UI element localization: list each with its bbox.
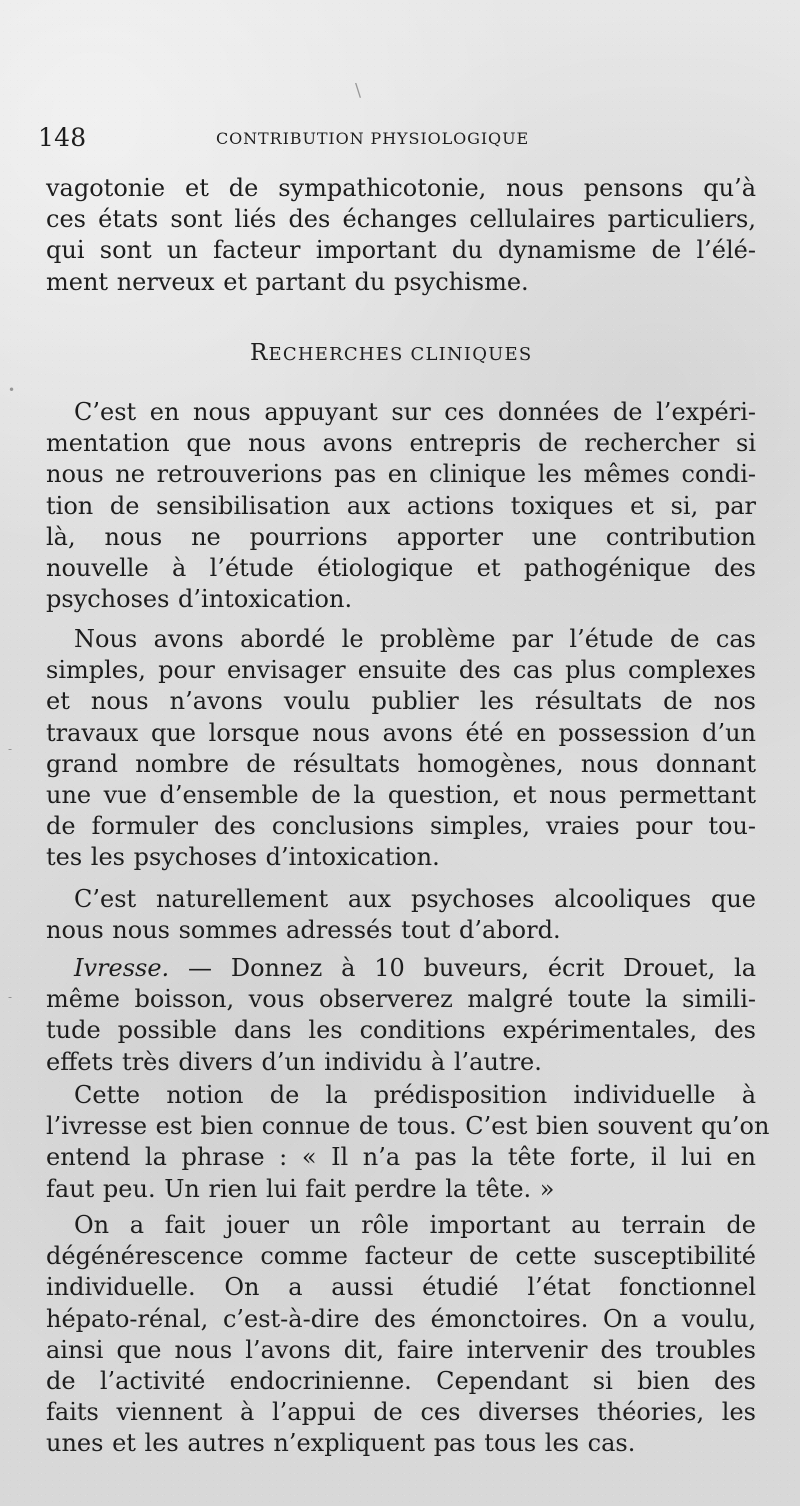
text-line: simples, pour envisager ensuite des cas plus complexes <box>46 656 756 685</box>
text-line: C’est en nous appuyant sur ces données de l’expéri- <box>74 398 756 426</box>
text-line: mentation que nous avons entrepris de rechercher si <box>46 429 756 458</box>
text-line: Cette notion de la prédisposition individuelle à <box>74 1081 756 1109</box>
text-line: nouvelle à l’étude étiologique et pathogénique des <box>46 553 756 582</box>
text-line: nous ne retrouverions pas en clinique les mêmes condi- <box>46 460 756 489</box>
running-title: CONTRIBUTION PHYSIOLOGIQUE <box>216 129 530 148</box>
text-line: hépato-rénal, c’est-à-dire des émonctoires. On a voulu, <box>46 1304 756 1333</box>
margin-dash: - <box>8 742 13 756</box>
text-line: psychoses d’intoxication. <box>46 585 353 614</box>
text-line: individuelle. On a aussi étudié l’état fonctionnel <box>46 1273 756 1302</box>
text-line: Nous avons abordé le problème par l’étude de cas <box>74 625 756 653</box>
text-line: faits viennent à l’appui de ces diverses théories, les <box>46 1398 756 1427</box>
text-line: de l’activité endocrinienne. Cependant si bien des <box>46 1366 756 1395</box>
section-heading-capital: R <box>250 340 269 366</box>
running-head <box>38 123 762 159</box>
text-line: vagotonie et de sympathicotonie, nous pensons qu’à <box>46 174 756 202</box>
text-line: On a fait jouer un rôle important au terrain de <box>74 1211 756 1239</box>
text-line: ment nerveux et partant du psychisme. <box>46 267 529 296</box>
text-span: — Donnez à 10 buveurs, écrit Drouet, la <box>169 954 756 982</box>
text-line: faut peu. Un rien lui fait perdre la tête. » <box>46 1174 555 1203</box>
text-line: tion de sensibilisation aux actions toxiques et si, par <box>46 491 756 520</box>
text-line: tes les psychoses d’intoxication. <box>46 843 440 872</box>
paragraph-3 <box>46 884 756 946</box>
paragraph-6 <box>46 1210 756 1460</box>
text-line: travaux que lorsque nous avons été en possession d’un <box>46 718 756 747</box>
paragraph-5 <box>46 1080 770 1205</box>
text-line: dégénérescence comme facteur de cette susceptibilité <box>46 1242 756 1271</box>
text-line: une vue d’ensemble de la question, et nous permettant <box>46 780 756 809</box>
section-heading <box>250 340 532 366</box>
text-line: ces états sont liés des échanges cellulaires particuliers, <box>46 205 756 234</box>
paragraph-1 <box>46 397 756 615</box>
text-line: entend la phrase : « Il n’a pas la tête forte, il lui en <box>46 1143 756 1172</box>
margin-dot: • <box>8 383 16 397</box>
text-line: unes et les autres n’expliquent pas tous les cas. <box>46 1429 636 1458</box>
text-line: nous nous sommes adressés tout d’abord. <box>46 916 561 945</box>
page-number: 148 <box>38 123 87 152</box>
paper-mark: \ <box>355 80 362 101</box>
text-line: grand nombre de résultats homogènes, nous donnant <box>46 749 756 778</box>
section-heading-rest: ECHERCHES CLINIQUES <box>268 344 533 365</box>
text-line <box>46 953 756 984</box>
text-line: C’est naturellement aux psychoses alcooliques que <box>74 885 756 913</box>
text-line: effets très divers d’un individu à l’autre. <box>46 1047 542 1076</box>
text-line: de formuler des conclusions simples, vraies pour tou- <box>46 812 756 841</box>
ivresse-label: Ivresse. <box>74 954 170 982</box>
paragraph-4 <box>46 953 756 1078</box>
text-line: l’ivresse est bien connue de tous. C’est bien souvent qu’on <box>46 1112 770 1141</box>
text-line: là, nous ne pourrions apporter une contribution <box>46 522 756 551</box>
text-line: même boisson, vous observerez malgré toute la simili- <box>46 985 756 1014</box>
text-line: ainsi que nous l’avons dit, faire intervenir des troubles <box>46 1335 756 1364</box>
intro-paragraph <box>46 173 756 298</box>
text-line: et nous n’avons voulu publier les résultats de nos <box>46 687 756 716</box>
margin-dash: - <box>8 990 13 1004</box>
text-line: tude possible dans les conditions expérimentales, des <box>46 1016 756 1045</box>
paragraph-2 <box>46 624 756 874</box>
text-line: qui sont un facteur important du dynamisme de l’élé- <box>46 236 756 265</box>
